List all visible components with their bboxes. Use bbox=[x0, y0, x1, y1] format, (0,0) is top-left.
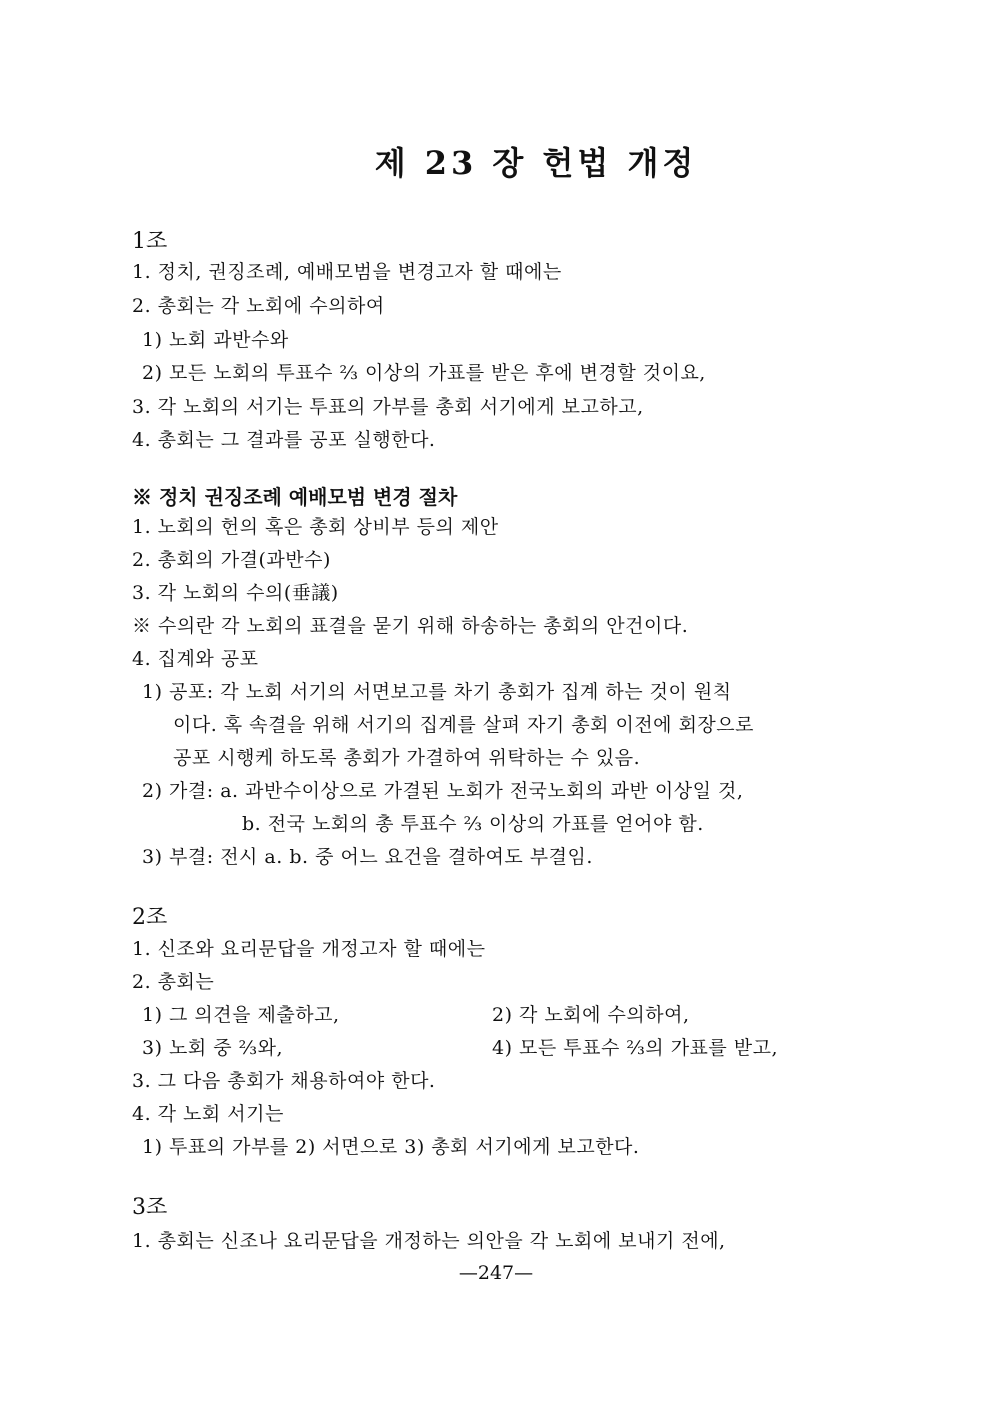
article-2-line: 3. 그 다음 총회가 채용하여야 한다. bbox=[132, 1070, 436, 1092]
procedure-line: 2) 가결: a. 과반수이상으로 가결된 노회가 전국노회의 과반 이상일 것, bbox=[142, 780, 744, 802]
procedure-line: 2. 총회의 가결(과반수) bbox=[132, 549, 331, 571]
article-2-heading: 2조 bbox=[132, 905, 168, 930]
article-2-line: 2) 각 노회에 수의하여, bbox=[492, 1004, 690, 1026]
procedure-line: 3) 부결: 전시 a. b. 중 어느 요건을 결하여도 부결임. bbox=[142, 846, 593, 868]
procedure-note: ※ 수의란 각 노회의 표결을 묻기 위해 하송하는 총회의 안건이다. bbox=[132, 615, 689, 637]
article-1-line: 1. 정치, 권징조례, 예배모범을 변경고자 할 때에는 bbox=[132, 261, 562, 283]
chapter-title: 제 23 장 헌법 개정 bbox=[374, 144, 698, 182]
article-1-line: 1) 노회 과반수와 bbox=[142, 329, 289, 351]
article-2-line: 1) 그 의견을 제출하고, bbox=[142, 1004, 340, 1026]
article-1-line: 2. 총회는 각 노회에 수의하여 bbox=[132, 295, 385, 317]
article-2-line: 1. 신조와 요리문답을 개정고자 할 때에는 bbox=[132, 938, 486, 960]
article-3-line: 1. 총회는 신조나 요리문답을 개정하는 의안을 각 노회에 보내기 전에, bbox=[132, 1230, 726, 1252]
procedure-line: 3. 각 노회의 수의(垂議) bbox=[132, 582, 339, 604]
article-1-line: 2) 모든 노회의 투표수 ⅔ 이상의 가표를 받은 후에 변경할 것이요, bbox=[142, 362, 706, 384]
procedure-heading: ※ 정치 권징조례 예배모범 변경 절차 bbox=[132, 485, 458, 509]
page-number: —247— bbox=[458, 1262, 534, 1284]
procedure-line: 4. 집계와 공포 bbox=[132, 648, 259, 670]
article-2-line: 1) 투표의 가부를 2) 서면으로 3) 총회 서기에게 보고한다. bbox=[142, 1136, 640, 1158]
procedure-line: b. 전국 노회의 총 투표수 ⅔ 이상의 가표를 얻어야 함. bbox=[242, 813, 704, 835]
procedure-line: 이다. 혹 속결을 위해 서기의 집계를 살펴 자기 총회 이전에 회장으로 bbox=[173, 714, 754, 736]
article-1-line: 4. 총회는 그 결과를 공포 실행한다. bbox=[132, 429, 436, 451]
article-2-line: 4) 모든 투표수 ⅔의 가표를 받고, bbox=[492, 1037, 779, 1059]
article-1-heading: 1조 bbox=[132, 229, 168, 254]
procedure-line: 1) 공포: 각 노회 서기의 서면보고를 차기 총회가 집계 하는 것이 원칙 bbox=[142, 681, 732, 703]
procedure-line: 공포 시행케 하도록 총회가 가결하여 위탁하는 수 있음. bbox=[173, 747, 641, 769]
article-2-line: 3) 노회 중 ⅔와, bbox=[142, 1037, 283, 1059]
procedure-line: 1. 노회의 헌의 혹은 총회 상비부 등의 제안 bbox=[132, 516, 499, 538]
article-2-line: 2. 총회는 bbox=[132, 971, 215, 993]
article-2-line: 4. 각 노회 서기는 bbox=[132, 1103, 284, 1125]
article-3-heading: 3조 bbox=[132, 1195, 168, 1220]
article-1-line: 3. 각 노회의 서기는 투표의 가부를 총회 서기에게 보고하고, bbox=[132, 396, 644, 418]
